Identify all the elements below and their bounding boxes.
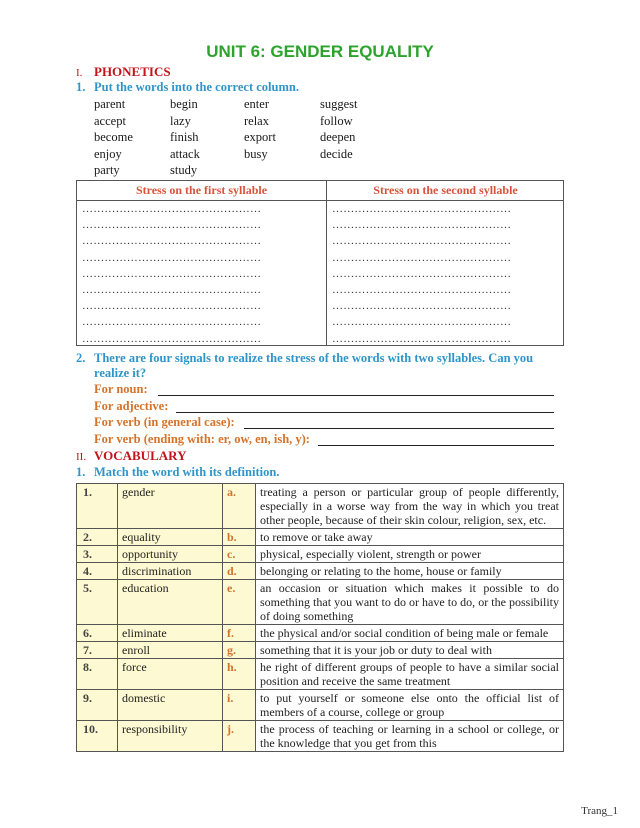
vocab-number: 10.	[77, 721, 118, 752]
definition-letter: d.	[223, 563, 256, 580]
definition-text: treating a person or particular group of people differently, especially in a worse way from the way in which you treat other people, because of their skin colour, religion, sex, etc.	[256, 484, 564, 529]
word: deepen	[320, 130, 356, 144]
signal-verb-general: For verb (in general case):	[94, 415, 235, 429]
word: accept	[94, 113, 126, 128]
vocab-row	[77, 642, 564, 659]
question-text: Put the words into the correct column.	[94, 80, 299, 94]
word: enjoy	[94, 146, 122, 161]
answer-line-adjective[interactable]	[176, 412, 554, 413]
word-column-3	[244, 96, 276, 162]
page-title: UNIT 6: GENDER EQUALITY	[206, 42, 434, 61]
answer-line[interactable]: …………………………………………	[82, 235, 262, 248]
definition-letter: c.	[223, 546, 256, 563]
vocab-word: education	[118, 580, 223, 625]
vocab-row	[77, 484, 564, 529]
definition-letter: j.	[223, 721, 256, 752]
definition-text: the physical and/or social condition of being male or female	[256, 625, 564, 642]
answer-line[interactable]: …………………………………………	[332, 203, 512, 215]
definition-text: to put yourself or someone else onto the official list of members of a course, college or group	[256, 690, 564, 721]
vocab-word: enroll	[118, 642, 223, 659]
question-1-heading	[76, 80, 299, 95]
answer-line[interactable]: …………………………………………	[82, 203, 262, 215]
word: export	[244, 130, 276, 144]
word: become	[94, 130, 133, 144]
word: relax	[244, 113, 269, 128]
vocab-row	[77, 546, 564, 563]
answer-lines-first[interactable]	[77, 201, 326, 347]
definition-letter: f.	[223, 625, 256, 642]
question-text: Match the word with its definition.	[94, 465, 280, 479]
question-3-heading	[76, 465, 279, 480]
definition-text: the process of teaching or learning in a school or college, or the knowledge that you get from this	[256, 721, 564, 752]
signal-adjective: For adjective:	[94, 399, 169, 413]
word: parent	[94, 97, 126, 111]
answer-line[interactable]: …………………………………………	[82, 284, 262, 297]
word: follow	[320, 113, 353, 128]
definition-text: an occasion or situation which makes it possible to do something that you want to do or have to do, or the possibility of doing something	[256, 580, 564, 625]
vocab-number: 3.	[77, 546, 118, 563]
signal-noun: For noun:	[94, 382, 148, 396]
question-2-continuation: realize it?	[94, 366, 147, 380]
vocab-word: discrimination	[118, 563, 223, 580]
answer-line[interactable]: …………………………………………	[332, 300, 512, 313]
vocabulary-match-table	[76, 483, 564, 752]
word-column-1	[94, 96, 133, 179]
page-number: Trang_1	[581, 805, 618, 817]
word: enter	[244, 97, 269, 111]
question-number: 1.	[76, 465, 86, 479]
section-number: I.	[76, 67, 83, 79]
definition-text: something that it is your job or duty to deal with	[256, 642, 564, 659]
vocab-number: 7.	[77, 642, 118, 659]
section-vocabulary	[76, 448, 186, 464]
stress-table	[76, 180, 564, 346]
question-text: There are four signals to realize the stress of the words with two syllables. Can you	[94, 351, 534, 365]
vocab-row	[77, 690, 564, 721]
vocab-number: 6.	[77, 625, 118, 642]
definition-letter: i.	[223, 690, 256, 721]
definition-letter: g.	[223, 642, 256, 659]
answer-line[interactable]: …………………………………………	[82, 300, 262, 313]
vocab-word: gender	[118, 484, 223, 529]
vocab-number: 2.	[77, 529, 118, 546]
word: study	[170, 163, 198, 177]
vocab-row	[77, 580, 564, 625]
vocab-word: opportunity	[118, 546, 223, 563]
vocab-number: 1.	[77, 484, 118, 529]
answer-line[interactable]: …………………………………………	[82, 316, 262, 329]
word: finish	[170, 130, 199, 144]
vocab-number: 9.	[77, 690, 118, 721]
word: busy	[244, 146, 268, 161]
definition-letter: e.	[223, 580, 256, 625]
question-number: 2.	[76, 351, 86, 365]
word: party	[94, 163, 120, 177]
vocab-row	[77, 563, 564, 580]
definition-text: he right of different groups of people to have a similar social position and receive the same treatment	[256, 659, 564, 690]
answer-line[interactable]: …………………………………………	[332, 219, 512, 232]
section-phonetics	[76, 64, 171, 80]
definition-text: physical, especially violent, strength or power	[256, 546, 564, 563]
vocab-number: 5.	[77, 580, 118, 625]
signal-verb-ending: For verb (ending with: er, ow, en, ish, y):	[94, 432, 310, 446]
section-label: PHONETICS	[94, 64, 171, 79]
word-column-2	[170, 96, 200, 179]
section-label: VOCABULARY	[94, 448, 187, 463]
stress-column-first	[77, 181, 326, 345]
answer-line[interactable]: …………………………………………	[332, 316, 512, 329]
answer-line[interactable]: …………………………………………	[82, 251, 262, 264]
answer-lines-second[interactable]	[327, 201, 564, 347]
answer-line-verb-ending[interactable]	[318, 445, 554, 446]
question-number: 1.	[76, 80, 86, 94]
word: begin	[170, 97, 198, 111]
word: suggest	[320, 97, 358, 111]
definition-letter: a.	[223, 484, 256, 529]
vocab-row	[77, 529, 564, 546]
vocab-word: equality	[118, 529, 223, 546]
stress-header-second: Stress on the second syllable	[327, 181, 564, 201]
answer-line[interactable]: …………………………………………	[332, 332, 512, 345]
vocab-word: responsibility	[118, 721, 223, 752]
definition-letter: h.	[223, 659, 256, 690]
answer-line[interactable]: …………………………………………	[82, 267, 262, 280]
section-number: II.	[76, 451, 87, 463]
vocab-number: 8.	[77, 659, 118, 690]
word-column-4	[320, 96, 358, 162]
answer-line[interactable]: …………………………………………	[332, 251, 512, 264]
answer-line[interactable]: …………………………………………	[332, 235, 512, 248]
vocab-row	[77, 721, 564, 752]
stress-column-second	[326, 181, 564, 345]
stress-header-first: Stress on the first syllable	[77, 181, 326, 201]
answer-line[interactable]: …………………………………………	[82, 219, 262, 232]
answer-line[interactable]: …………………………………………	[332, 284, 512, 297]
vocab-row	[77, 659, 564, 690]
word: lazy	[170, 113, 191, 128]
definition-letter: b.	[223, 529, 256, 546]
answer-line[interactable]: …………………………………………	[82, 332, 262, 345]
answer-line[interactable]: …………………………………………	[332, 267, 512, 280]
vocab-word: domestic	[118, 690, 223, 721]
vocab-row	[77, 625, 564, 642]
vocabulary-rows	[77, 484, 564, 752]
vocab-number: 4.	[77, 563, 118, 580]
definition-text: to remove or take away	[256, 529, 564, 546]
word: decide	[320, 146, 353, 161]
answer-line-noun[interactable]	[158, 395, 554, 396]
answer-line-verb-general[interactable]	[244, 428, 554, 429]
word: attack	[170, 146, 200, 161]
vocab-word: eliminate	[118, 625, 223, 642]
definition-text: belonging or relating to the home, house or family	[256, 563, 564, 580]
question-2-heading	[76, 351, 566, 366]
vocab-word: force	[118, 659, 223, 690]
